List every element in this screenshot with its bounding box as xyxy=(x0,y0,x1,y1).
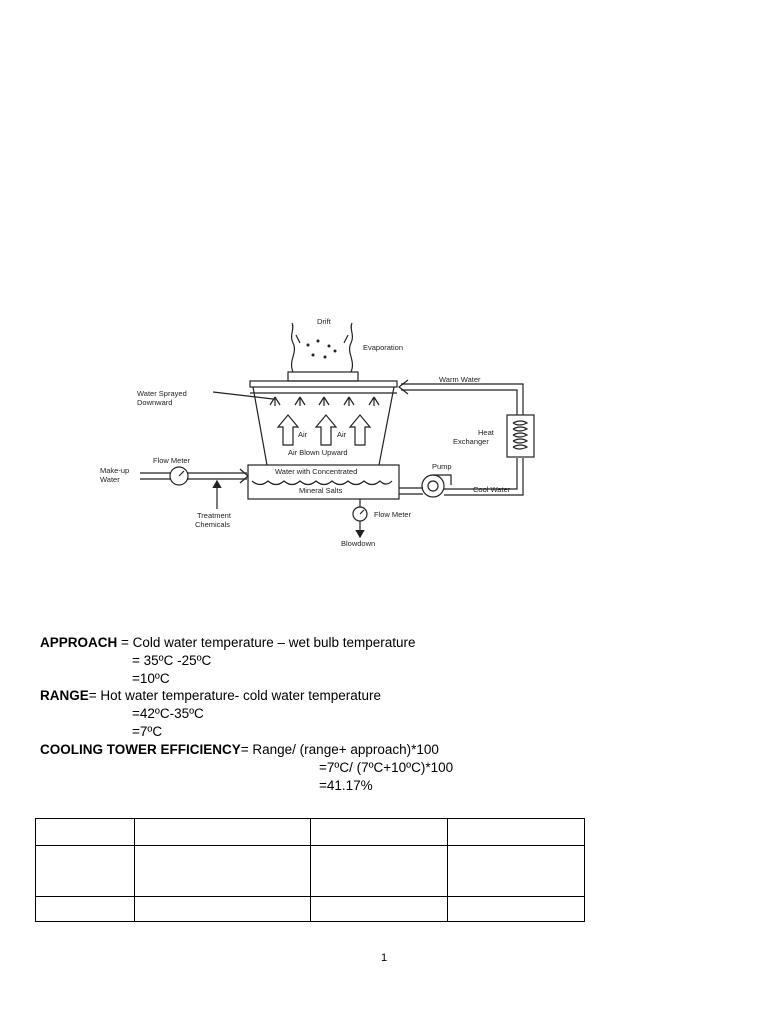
label-heat: Heat xyxy=(478,428,494,437)
vapor-line xyxy=(350,323,353,372)
cooling-tower-diagram xyxy=(95,315,535,550)
table-cell xyxy=(448,846,585,897)
vapor-line xyxy=(292,323,295,372)
range-step-1: =42ºC-35ºC xyxy=(132,706,204,721)
label-makeup: Make-up xyxy=(100,466,130,475)
label-basin-1: Water with Concentrated xyxy=(275,467,358,476)
approach-line xyxy=(40,634,416,651)
air-arrows xyxy=(278,415,370,445)
table-row xyxy=(36,819,585,846)
table-cell xyxy=(448,819,585,846)
data-table xyxy=(35,818,585,922)
fan-stack xyxy=(288,372,358,381)
spray-nozzles xyxy=(270,397,379,406)
table-cell xyxy=(311,846,448,897)
approach-definition: = Cold water temperature – wet bulb temperature xyxy=(117,635,416,650)
label-evaporation: Evaporation xyxy=(363,343,404,352)
table-row xyxy=(36,846,585,897)
label-cool-water: Cool Water xyxy=(473,485,511,494)
table-cell xyxy=(135,819,311,846)
label-basin-2: Mineral Salts xyxy=(299,486,343,495)
label-makeup-water: Water xyxy=(100,475,120,484)
table-cell xyxy=(135,846,311,897)
table-cell xyxy=(36,846,135,897)
label-air-blown-upward: Air Blown Upward xyxy=(288,448,348,457)
label-air-2: Air xyxy=(337,430,347,439)
table-row xyxy=(36,897,585,922)
table-cell xyxy=(135,897,311,922)
pump-icon xyxy=(422,475,444,497)
approach-step-1: = 35ºC -25ºC xyxy=(132,653,212,668)
tower-top xyxy=(250,381,397,387)
range-line xyxy=(40,687,381,704)
table-cell xyxy=(36,897,135,922)
label-exchanger: Exchanger xyxy=(453,437,489,446)
range-term: RANGE xyxy=(40,688,89,703)
page-number: 1 xyxy=(380,952,388,964)
range-step-2: =7ºC xyxy=(132,724,163,739)
label-chemicals: Chemicals xyxy=(195,520,231,529)
approach-step-2: =10ºC xyxy=(132,671,170,686)
table-cell xyxy=(36,819,135,846)
label-drift: Drift xyxy=(317,317,331,326)
label-pump: Pump xyxy=(432,462,452,471)
efficiency-step-2: =41.17% xyxy=(319,778,373,793)
table-cell xyxy=(311,897,448,922)
label-flow-meter-bottom: Flow Meter xyxy=(374,510,412,519)
efficiency-line xyxy=(40,741,439,758)
label-flow-meter-top: Flow Meter xyxy=(153,456,191,465)
label-treatment: Treatment xyxy=(197,511,231,520)
range-definition: = Hot water temperature- cold water temperature xyxy=(88,688,382,703)
efficiency-step-1: =7ºC/ (7ºC+10ºC)*100 xyxy=(319,760,454,775)
table-cell xyxy=(448,897,585,922)
label-water-sprayed-2: Downward xyxy=(137,398,173,407)
label-air-1: Air xyxy=(298,430,308,439)
label-warm-water: Warm Water xyxy=(439,375,481,384)
approach-term: APPROACH xyxy=(40,635,118,650)
label-water-sprayed: Water Sprayed xyxy=(137,389,187,398)
label-blowdown: Blowdown xyxy=(341,539,376,548)
efficiency-definition: = Range/ (range+ approach)*100 xyxy=(240,742,439,757)
drift-droplets xyxy=(307,340,337,359)
table-cell xyxy=(311,819,448,846)
efficiency-term: COOLING TOWER EFFICIENCY xyxy=(40,742,241,757)
